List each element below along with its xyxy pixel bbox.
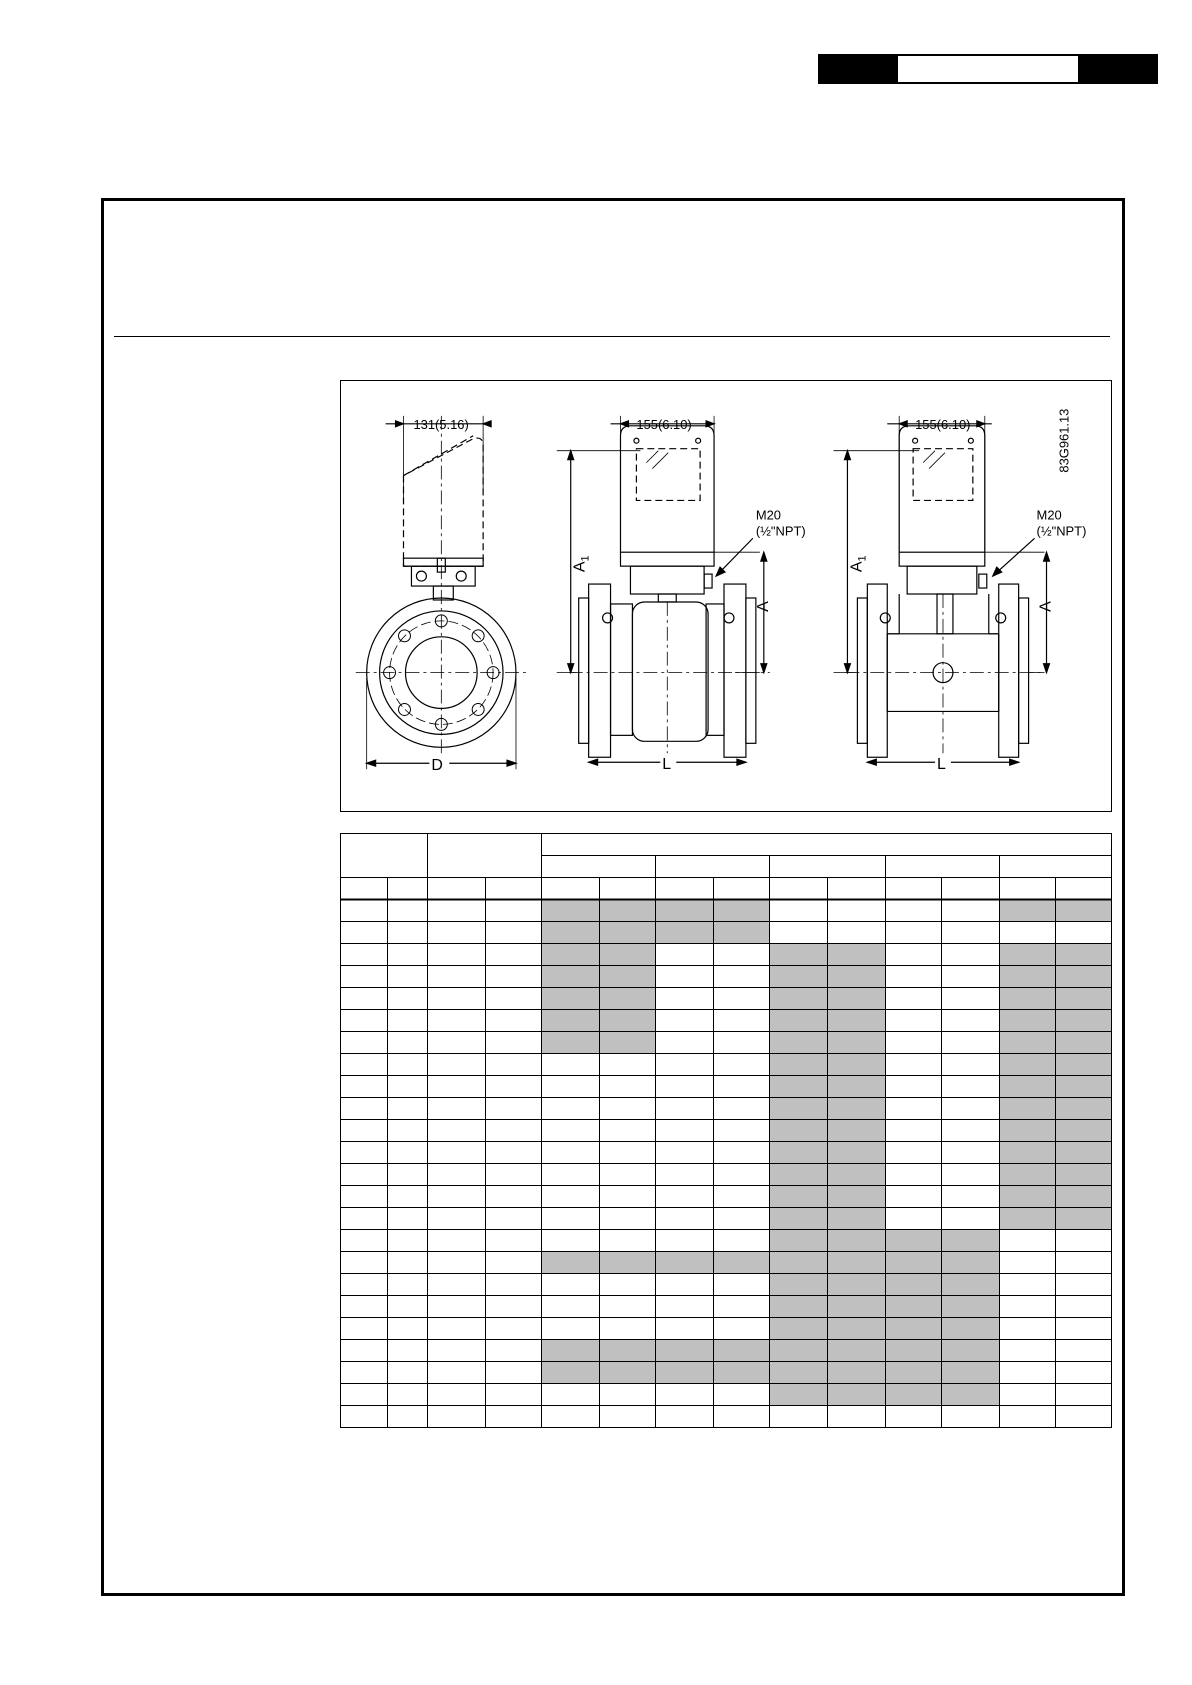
thread-label-2: M20 xyxy=(1036,507,1062,523)
shaded-cell-block xyxy=(655,899,769,921)
header-block-left xyxy=(820,56,898,82)
thread-npt-label-2: (½"NPT) xyxy=(1036,523,1087,539)
dimension-table xyxy=(340,833,1112,1429)
shaded-cell-block xyxy=(541,1031,655,1053)
header-block-center xyxy=(898,56,1078,82)
front-view xyxy=(356,416,527,774)
d-dimension-label: D xyxy=(431,757,443,775)
a1-dimension-label: $A_1$ xyxy=(571,555,592,573)
page-header-bar xyxy=(818,54,1158,84)
shaded-cell-block xyxy=(655,1251,769,1273)
side-view-lined xyxy=(557,416,806,773)
shaded-cell-block xyxy=(541,1251,655,1273)
shaded-cell-block xyxy=(541,987,655,1009)
a-dimension-label-2: A xyxy=(1037,601,1055,612)
shaded-cell-block xyxy=(541,943,655,965)
header-block-right xyxy=(1078,56,1156,82)
figure-code: 83G961.13 xyxy=(1056,408,1072,473)
a1-dimension-label-2: $A_1$ xyxy=(848,555,869,573)
l-dimension-label-2: L xyxy=(937,756,946,774)
shaded-cell-block xyxy=(541,1339,655,1361)
side-width-label: 155(6.10) xyxy=(636,416,692,432)
a-dimension-label: A xyxy=(754,601,772,612)
shaded-cell-block xyxy=(541,1361,655,1383)
thread-label: M20 xyxy=(755,507,782,523)
shaded-cell-block xyxy=(655,1339,769,1361)
side-view-tee xyxy=(834,416,1087,773)
thread-npt-label: (½"NPT) xyxy=(755,523,806,539)
l-dimension-label: L xyxy=(662,756,672,774)
shaded-cell-block xyxy=(655,1361,769,1383)
dimension-table-grid xyxy=(340,833,1112,1429)
shaded-cell-block xyxy=(655,921,769,943)
shaded-cell-block xyxy=(541,921,655,943)
shaded-cell-block xyxy=(541,899,655,921)
shaded-cell-block xyxy=(541,965,655,987)
section-divider xyxy=(114,336,1110,337)
front-width-label: 131(5.16) xyxy=(413,416,469,432)
dimension-drawing xyxy=(340,380,1112,812)
side-width-label-2: 155(6.10) xyxy=(915,416,971,432)
shaded-cell-block xyxy=(541,1009,655,1031)
